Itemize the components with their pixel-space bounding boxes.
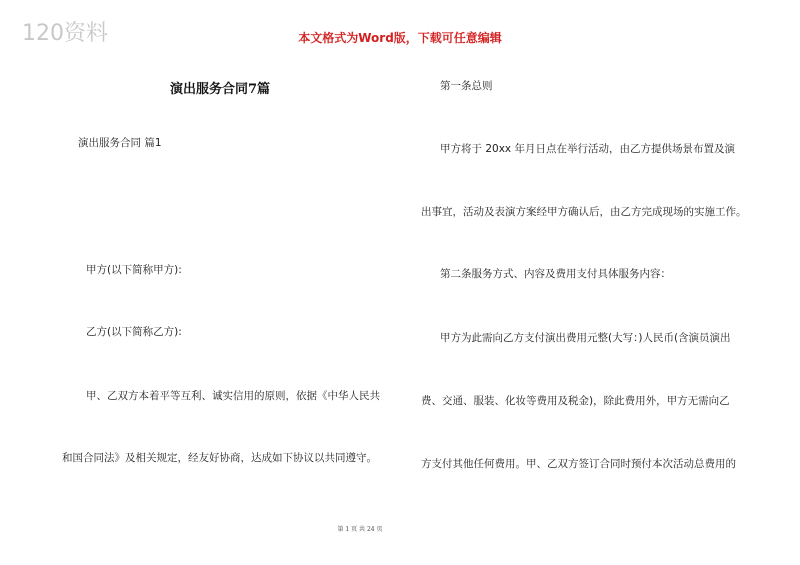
- paragraph-line: 费、交通、服装、化妆等费用及税金)，除此费用外，甲方无需向乙: [421, 395, 730, 407]
- page-number: 第 1 页 共 24 页: [337, 526, 383, 533]
- article-heading: 第二条服务方式、内容及费用支付具体服务内容：: [440, 268, 671, 280]
- section-heading: 演出服务合同 篇1: [78, 137, 162, 149]
- paragraph-line: 甲方为此需向乙方支付演出费用元整(大写：)人民币(含演员演出: [440, 332, 731, 344]
- format-banner: 本文格式为Word版，下载可任意编辑: [298, 31, 502, 45]
- paragraph-line: 方支付其他任何费用。甲、乙双方签订合同时预付本次活动总费用的: [421, 458, 736, 470]
- paragraph-line: 和国合同法》及相关规定，经友好协商，达成如下协议以共同遵守。: [62, 452, 377, 464]
- document-title: 演出服务合同7篇: [169, 82, 271, 97]
- paragraph-line: 出事宜，活动及表演方案经甲方确认后，由乙方完成现场的实施工作。: [421, 206, 747, 218]
- party-a-line: 甲方(以下简称甲方):: [86, 264, 182, 276]
- article-heading: 第一条总则: [440, 80, 493, 92]
- paragraph-line: 甲方将于 20xx 年月日点在举行活动，由乙方提供场景布置及演: [440, 143, 735, 155]
- paragraph-line: 甲、乙双方本着平等互利、诚实信用的原则，依据《中华人民共: [86, 390, 380, 402]
- party-b-line: 乙方(以下简称乙方):: [86, 326, 182, 338]
- watermark-logo: 120资料: [22, 21, 108, 46]
